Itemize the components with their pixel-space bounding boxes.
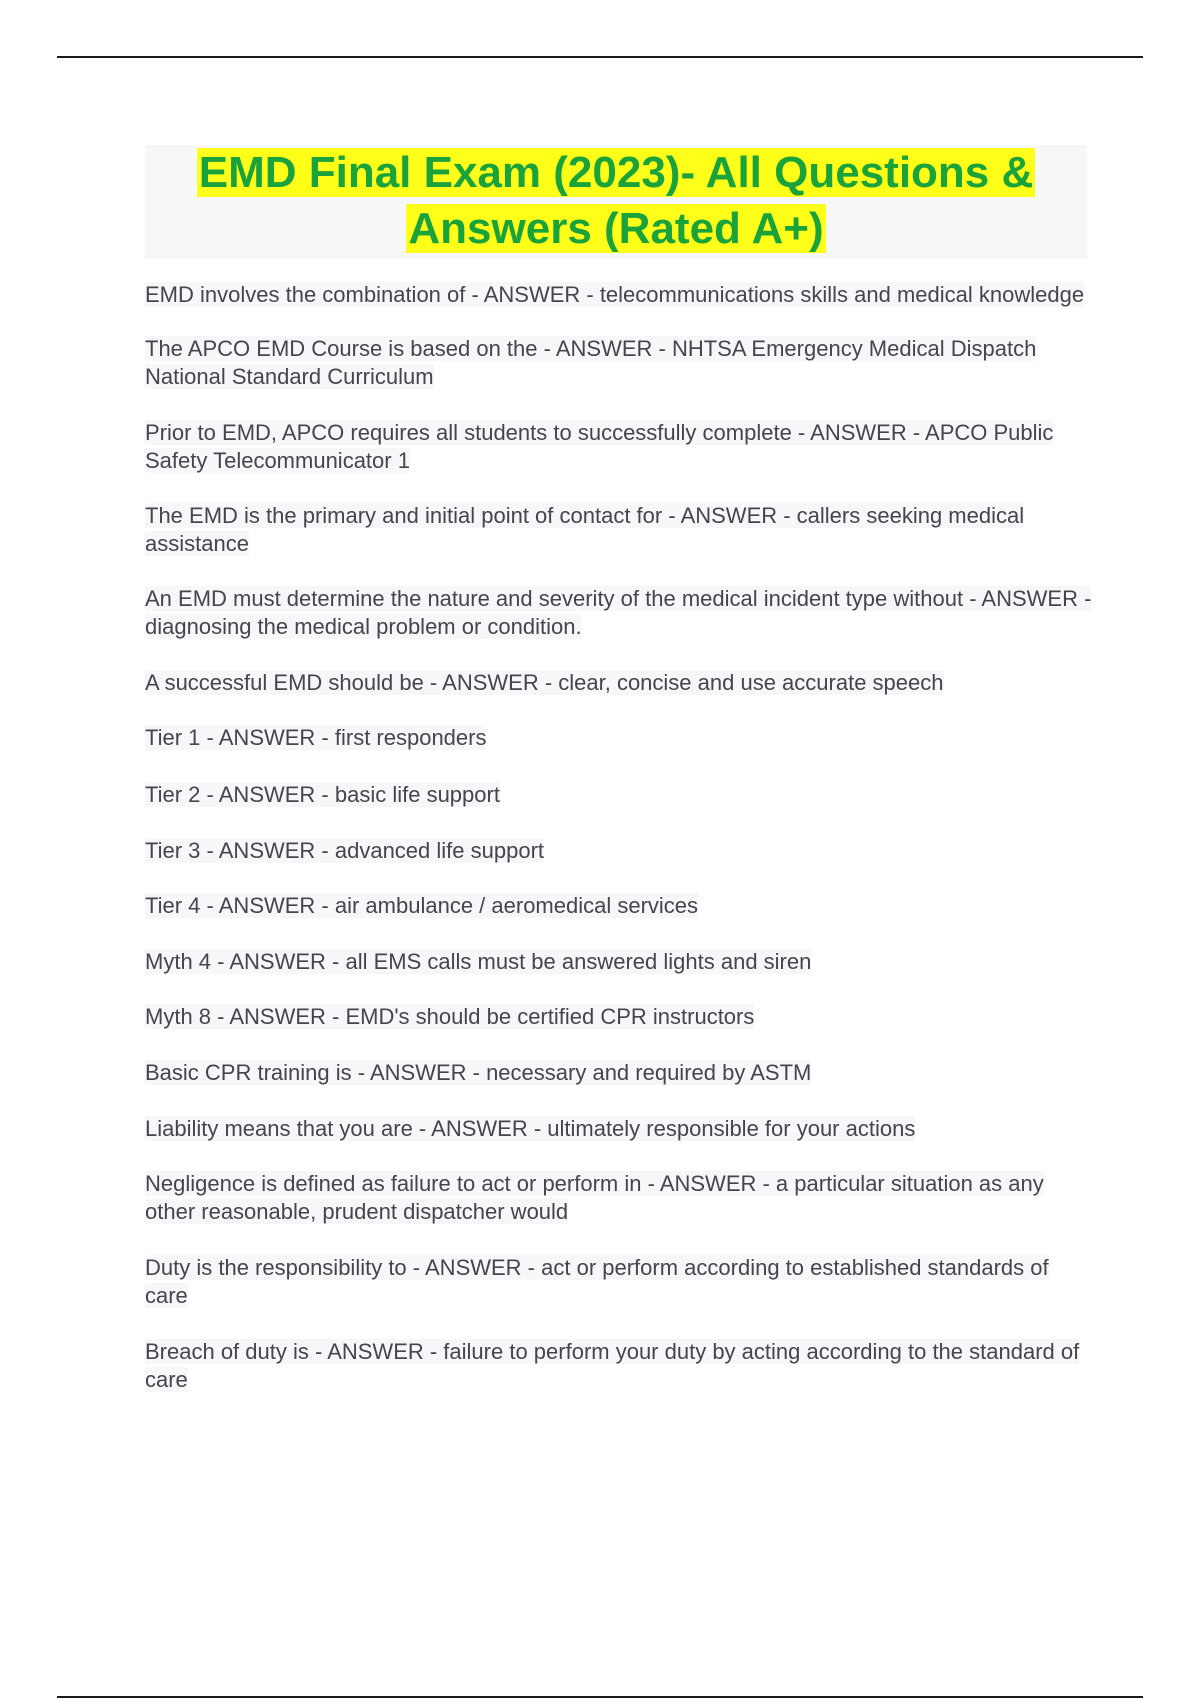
qa-item <box>145 781 1095 809</box>
qa-text: Tier 2 - ANSWER - basic life support <box>145 782 500 807</box>
qa-item <box>145 335 1095 391</box>
page-title <box>145 145 1087 257</box>
qa-text: Myth 4 - ANSWER - all EMS calls must be answered lights and siren <box>145 949 812 974</box>
qa-text: Tier 4 - ANSWER - air ambulance / aeromedical services <box>145 893 699 918</box>
qa-text: Negligence is defined as failure to act or perform in - ANSWER - a particular situation as any other reasonable, prudent dispatcher would <box>145 1171 1044 1224</box>
qa-item <box>145 724 1095 752</box>
qa-list <box>145 281 1095 1394</box>
qa-item <box>145 1254 1095 1310</box>
qa-text: Breach of duty is - ANSWER - failure to perform your duty by acting according to the standard of care <box>145 1339 1080 1392</box>
qa-text: The APCO EMD Course is based on the - ANSWER - NHTSA Emergency Medical Dispatch National Standard Curriculum <box>145 336 1037 389</box>
qa-item <box>145 502 1095 558</box>
qa-item <box>145 585 1095 641</box>
qa-text: An EMD must determine the nature and severity of the medical incident type without - ANSWER - diagnosing the medical problem or condition. <box>145 586 1092 639</box>
qa-item <box>145 669 1095 697</box>
qa-item <box>145 1170 1095 1226</box>
qa-text: Tier 1 - ANSWER - first responders <box>145 725 487 750</box>
qa-text: The EMD is the primary and initial point of contact for - ANSWER - callers seeking medical assistance <box>145 503 1025 556</box>
qa-item <box>145 1338 1095 1394</box>
qa-item <box>145 1003 1095 1031</box>
qa-text: A successful EMD should be - ANSWER - clear, concise and use accurate speech <box>145 670 944 695</box>
qa-text: EMD involves the combination of - ANSWER - telecommunications skills and medical knowledge <box>145 282 1085 307</box>
qa-text: Duty is the responsibility to - ANSWER - act or perform according to established standards of care <box>145 1255 1049 1308</box>
qa-item <box>145 281 1095 309</box>
page-title-highlight: EMD Final Exam (2023)- All Questions & Answers (Rated A+) <box>198 148 1034 253</box>
qa-text: Liability means that you are - ANSWER - ultimately responsible for your actions <box>145 1116 916 1141</box>
top-rule <box>57 56 1143 58</box>
qa-text: Myth 8 - ANSWER - EMD's should be certified CPR instructors <box>145 1004 755 1029</box>
qa-item <box>145 1115 1095 1143</box>
qa-item <box>145 892 1095 920</box>
qa-text: Tier 3 - ANSWER - advanced life support <box>145 838 545 863</box>
qa-item <box>145 948 1095 976</box>
qa-item <box>145 419 1095 475</box>
qa-text: Basic CPR training is - ANSWER - necessary and required by ASTM <box>145 1060 812 1085</box>
qa-item <box>145 837 1095 865</box>
qa-item <box>145 1059 1095 1087</box>
bottom-rule <box>57 1696 1143 1698</box>
qa-text: Prior to EMD, APCO requires all students to successfully complete - ANSWER - APCO Public Safety Telecommunicator 1 <box>145 420 1054 473</box>
title-block <box>145 145 1087 259</box>
